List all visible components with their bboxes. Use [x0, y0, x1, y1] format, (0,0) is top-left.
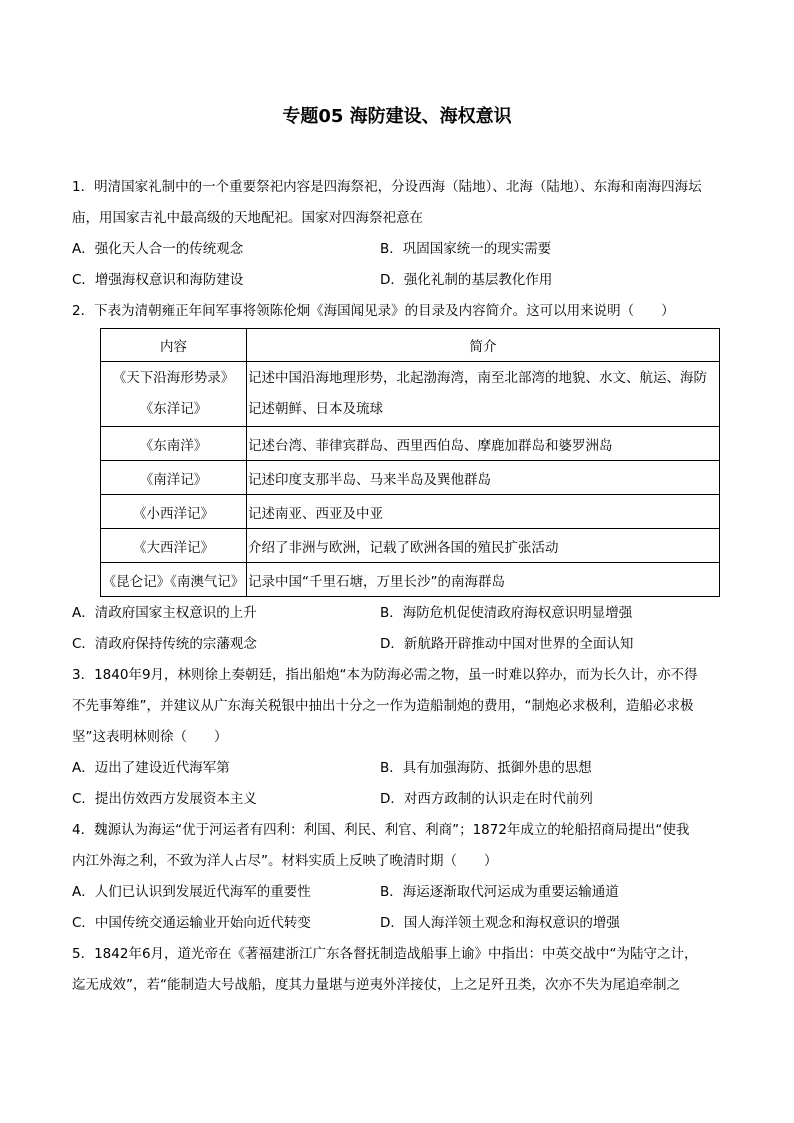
table-cell-content: 《昆仑记》《南澳气记》	[101, 563, 247, 597]
option-d[interactable]: D．国人海洋领土观念和海权意识的增强	[380, 915, 620, 931]
table-row	[101, 427, 720, 461]
option-c[interactable]: C．中国传统交通运输业开始向近代转变	[72, 915, 311, 931]
table-cell-summary: 记录中国“千里石塘，万里长沙”的南海群岛	[247, 563, 720, 597]
option-d[interactable]: D．对西方政制的认识走在时代前列	[380, 791, 593, 807]
option-row	[72, 908, 728, 939]
option-row	[72, 753, 728, 784]
option-a[interactable]: A．清政府国家主权意识的上升	[72, 605, 257, 621]
option-c[interactable]: C．提出仿效西方发展资本主义	[72, 791, 257, 807]
table-row	[101, 362, 720, 427]
option-b[interactable]: B．海运逐渐取代河运成为重要运输通道	[380, 884, 619, 900]
option-row	[72, 234, 728, 265]
question-stem-line: 迄无成效”，若“能制造大号战船，度其力量堪与逆夷外洋接仗，上之足歼丑类，次亦不失为尾追牵制之	[72, 977, 680, 993]
book-contents-table	[100, 328, 720, 597]
table-cell-summary	[247, 362, 720, 427]
table-cell-content: 《小西洋记》	[101, 495, 247, 529]
option-a[interactable]: A．迈出了建设近代海军第	[72, 760, 230, 776]
option-a[interactable]: A．人们已认识到发展近代海军的重要性	[72, 884, 311, 900]
table-cell-content: 《大西洋记》	[101, 529, 247, 563]
cell-text: 记述朝鲜、日本及琉球	[248, 401, 383, 417]
question-stem-line: 内江外海之利，不致为洋人占尽”。材料实质上反映了晚清时期（ ）	[72, 853, 498, 869]
option-b[interactable]: B．具有加强海防、抵御外患的思想	[380, 760, 592, 776]
page-title: 专题05 海防建设、海权意识	[282, 106, 512, 127]
cell-text: 《东洋记》	[139, 401, 208, 417]
question-stem-line: 1．明清国家礼制中的一个重要祭祀内容是四海祭祀，分设西海（陆地）、北海（陆地）、东海和南海四海坛	[72, 179, 702, 195]
option-row	[72, 784, 728, 815]
table-row	[101, 529, 720, 563]
option-c[interactable]: C．清政府保持传统的宗藩观念	[72, 636, 257, 652]
option-b[interactable]: B．巩固国家统一的现实需要	[380, 241, 552, 257]
table-cell-content	[101, 362, 247, 427]
option-d[interactable]: D．新航路开辟推动中国对世界的全面认知	[380, 636, 634, 652]
option-row	[72, 877, 728, 908]
option-row	[72, 265, 728, 296]
question-4	[72, 815, 728, 939]
table-row	[101, 563, 720, 597]
question-stem-line: 3．1840年9月，林则徐上奏朝廷，指出船炮“本为防海必需之物，虽一时难以猝办，而为长久计，亦不得	[72, 667, 698, 683]
option-b[interactable]: B．海防危机促使清政府海权意识明显增强	[380, 605, 633, 621]
question-3	[72, 660, 728, 815]
table-cell-summary: 介绍了非洲与欧洲，记载了欧洲各国的殖民扩张活动	[247, 529, 720, 563]
question-1	[72, 172, 728, 296]
question-stem-line: 2．下表为清朝雍正年间军事将领陈伦炯《海国闻见录》的目录及内容简介。这可以用来说明（ ）	[72, 303, 675, 319]
option-c[interactable]: C．增强海权意识和海防建设	[72, 272, 244, 288]
option-d[interactable]: D．强化礼制的基层教化作用	[380, 272, 553, 288]
option-a[interactable]: A．强化天人合一的传统观念	[72, 241, 244, 257]
question-stem-line: 5．1842年6月，道光帝在《著福建浙江广东各督抚制造战船事上谕》中指出：中英交战中“为陆守之计，	[72, 946, 698, 962]
table-row	[101, 495, 720, 529]
table-cell-summary: 记述台湾、菲律宾群岛、西里西伯岛、摩鹿加群岛和婆罗洲岛	[247, 427, 720, 461]
table-header-cell: 简介	[247, 329, 720, 362]
question-5	[72, 939, 728, 1001]
question-stem-line: 庙，用国家吉礼中最高级的天地配祀。国家对四海祭祀意在	[72, 210, 423, 226]
table-cell-summary: 记述南亚、西亚及中亚	[247, 495, 720, 529]
table-cell-content: 《东南洋》	[101, 427, 247, 461]
table-row	[101, 461, 720, 495]
option-row	[72, 629, 728, 660]
table-header-cell: 内容	[101, 329, 247, 362]
question-stem-line: 不先事筹维”，并建议从广东海关税银中抽出十分之一作为造船制炮的费用，“制炮必求极利，造船必求极	[72, 698, 694, 714]
cell-text: 记述中国沿海地理形势，北起渤海湾，南至北部湾的地貌、水文、航运、海防	[248, 370, 707, 386]
question-stem-line: 坚”这表明林则徐（ ）	[72, 729, 228, 745]
question-list	[72, 172, 728, 1001]
option-row	[72, 598, 728, 629]
table-header-row	[101, 329, 720, 362]
question-2	[72, 296, 728, 660]
question-stem-line: 4．魏源认为海运“优于河运者有四利：利国、利民、利官、利商”；1872年成立的轮船招商局提出“使我	[72, 822, 690, 838]
table-cell-content: 《南洋记》	[101, 461, 247, 495]
cell-text: 《天下沿海形势录》	[112, 370, 235, 386]
table-cell-summary: 记述印度支那半岛、马来半岛及巽他群岛	[247, 461, 720, 495]
